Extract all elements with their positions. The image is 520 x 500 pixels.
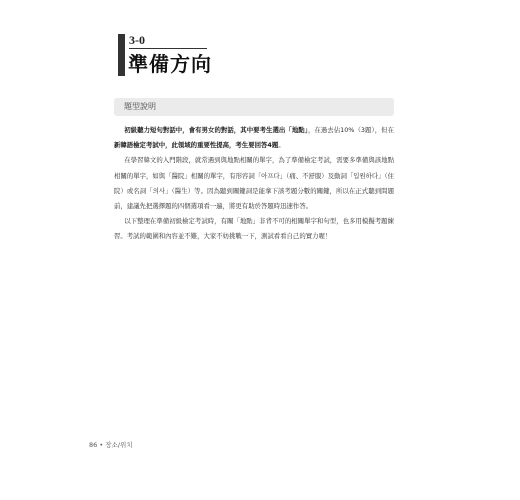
paragraph-1	[114, 123, 394, 153]
paragraph-2: 在學習韓文的入門階段，就常遇到與地點相關的單字，為了準備檢定考試，需要多準備與該地點相關的單字，如與「醫院」相關的單字，有形容詞「아프다」（痛、不舒服）及動詞「입원하다」（住院）或名詞「의사」（醫生）等。因為聽到關鍵詞是能拿下該考題分數的關鍵，所以在正式聽到問題前，建議先把選擇題的四個選項看一遍，將更有助於答題時迅速作答。	[114, 156, 394, 211]
page-footer	[89, 440, 133, 450]
section-header-bar	[118, 34, 125, 76]
paragraph-1-bold-1: 初級聽力短句對話中，會有男女的對話，其中要考生選出「地點」	[124, 126, 308, 134]
paragraph-1-text-1: ，在過去佔10%（3題），但在	[307, 126, 394, 134]
section-header-rule	[129, 48, 207, 49]
paragraph-3: 以下整理在準備初級檢定考試時，有關「地點」非背不可的相關單字和句型，也多用模擬考題練習。考試的範圍和內容並不難，大家不妨挑戰一下，測試看看自己的實力喔！	[114, 217, 394, 241]
section-number: 3-0	[129, 33, 145, 47]
chapter-name: 장소/위치	[105, 441, 133, 449]
footer-separator: •	[97, 441, 106, 449]
page-number: 86	[89, 441, 98, 449]
paragraph-1-bold-2: 新韓語檢定考試中，此領域的重要性提高，考生要回答4題	[114, 141, 279, 150]
page-title: 準備方向	[128, 52, 212, 76]
body-text	[114, 123, 394, 245]
paragraph-1-text-2: 。	[278, 141, 285, 150]
question-type-box-header	[114, 98, 394, 116]
box-header-label: 題型說明	[124, 102, 156, 111]
